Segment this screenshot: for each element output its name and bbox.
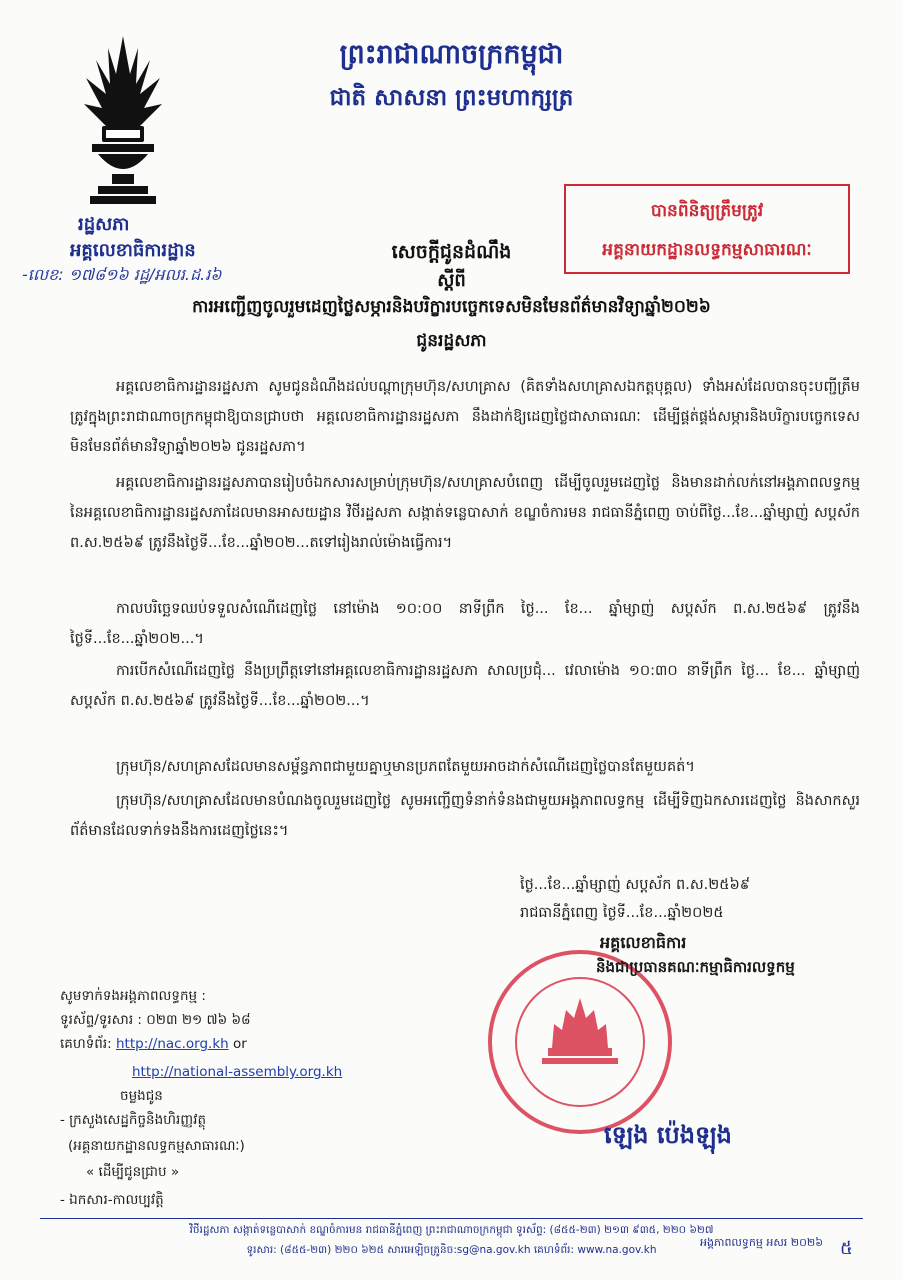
- paragraph-3: កាលបរិច្ឆេទឈប់ទទួលសំណើដេញថ្លៃ នៅម៉ោង ១០:០០ នាទីព្រឹក ថ្ងៃ... ខែ... ឆ្នាំម្សាញ់ សប្តស័ក ព.ស.២៥៦៩ ត្រូវនឹងថ្ងៃទី...ខែ...ឆ្នាំ២០២...។: [70, 601, 860, 647]
- contact-web: [60, 1032, 247, 1056]
- lunar-date: ថ្ងៃ...ខែ...ឆ្នាំម្សាញ់ សប្តស័ក ព.ស.២៥៦៩: [520, 877, 751, 893]
- stamp-line-1: បានពិនិត្យត្រឹមត្រូវ: [650, 201, 764, 221]
- paragraph-5: ក្រុមហ៊ុន/សហគ្រាសដែលមានសម្ព័ន្ធភាពជាមួយគ្នាឬមានប្រភពតែមួយអាចដាក់សំណើដេញថ្លៃបានតែមួយគត់។: [116, 759, 695, 775]
- cc-item-1: - ក្រសួងសេដ្ឋកិច្ចនិងហិរញ្ញវត្ថុ: [60, 1112, 207, 1128]
- signatory-role: និងជាប្រធានគណៈកម្មាធិការលទ្ធកម្ម: [596, 958, 795, 976]
- web-link-2-row: [132, 1060, 342, 1084]
- org-name: រដ្ឋសភា: [78, 214, 130, 235]
- notice-title: សេចក្តីជូនដំណឹង: [391, 241, 512, 263]
- signatory-name: ឡេង ប៉េងឡុង: [604, 1121, 732, 1149]
- cc-item-2: - ឯកសារ-កាលប្បវត្តិ: [60, 1192, 164, 1208]
- notice-recipient: ជូនរដ្ឋសភា: [416, 331, 487, 351]
- kingdom-heading: ព្រះរាជាណាចក្រកម្ពុជា: [339, 39, 564, 70]
- paragraph-2: អគ្គលេខាធិការដ្ឋានរដ្ឋសភាបានរៀបចំឯកសារសម្រាប់ក្រុមហ៊ុន/សហគ្រាសបំពេញ ដើម្បីចូលរួមដេញថ្លៃ និងមានដាក់លក់នៅអង្គភាពលទ្ធកម្មនៃអគ្គលេខាធិការដ្ឋានរដ្ឋសភាដែលមានអាសយដ្ឋាន វិថីរដ្ឋសភា សង្កាត់ទន្លេបាសាក់ ខណ្ឌចំការមន រាជធានីភ្នំពេញ ចាប់ពីថ្ងៃ...ខែ...ឆ្នាំម្សាញ់ សប្តស័ក ព.ស.២៥៦៩ ត្រូវនឹងថ្ងៃទី...ខែ...ឆ្នាំ២០២...តទៅរៀងរាល់ម៉ោងធ្វើការ។: [70, 475, 860, 551]
- notice-about: ស្តីពី: [437, 270, 466, 291]
- national-motto: ជាតិ សាសនា ព្រះមហាក្សត្រ: [329, 85, 574, 111]
- footer-address: វិថីរដ្ឋសភា សង្កាត់ទន្លេបាសាក់ ខណ្ឌចំការមន រាជធានីភ្នំពេញ ព្រះរាជាណាចក្រកម្ពុជា ទូរស័ព្ទ: (៨៥៥-២៣) ២១៣ ៩៣៥, ២២០ ៦២៧: [189, 1224, 714, 1236]
- page-mark: ៥: [840, 1238, 853, 1259]
- cc-heading: ចម្លងជូន: [120, 1088, 163, 1104]
- cc-item-1-purpose: « ដើម្បីជូនជ្រាប »: [86, 1164, 180, 1180]
- contact-heading: សូមទាក់ទងអង្គភាពលទ្ធកម្ម :: [60, 988, 206, 1004]
- web-or: or: [233, 1036, 247, 1052]
- stamp-line-2: អគ្គនាយកដ្ឋានលទ្ធកម្មសាធារណៈ: [602, 240, 812, 260]
- paragraph-4: ការបើកសំណើដេញថ្លៃ នឹងប្រព្រឹត្តទៅនៅអគ្គលេខាធិការដ្ឋានរដ្ឋសភា សាលប្រជុំ... វេលាម៉ោង ១០:៣០ នាទីព្រឹក ថ្ងៃ... ខែ... ឆ្នាំម្សាញ់ សប្តស័ក ព.ស.២៥៦៩ ត្រូវនឹងថ្ងៃទី...ខែ...ឆ្នាំ២០២...។: [70, 663, 860, 709]
- web-label: គេហទំព័រ:: [60, 1036, 112, 1052]
- footer-contact: ទូរសារ: (៨៥៥-២៣) ២២០ ៦២៥ សារអេឡិចត្រូនិច:sg@na.gov.kh គេហទំព័រ: www.na.gov.kh: [246, 1244, 657, 1256]
- reference-number: -លេខ: ១៧៨១៦ រដ្ឋ/អលរ.ដ.រ៦: [22, 265, 222, 284]
- paragraph-1: អគ្គលេខាធិការដ្ឋានរដ្ឋសភា សូមជូនដំណឹងដល់បណ្តាក្រុមហ៊ុន/សហគ្រាស (គិតទាំងសហគ្រាសឯកត្តបុគ្គល) ទាំងអស់ដែលបានចុះបញ្ជីត្រឹមត្រូវក្នុងព្រះរាជាណាចក្រកម្ពុជាឱ្យបានជ្រាបថា អគ្គលេខាធិការដ្ឋានរដ្ឋសភា នឹងដាក់ឱ្យដេញថ្លៃជាសាធារណៈ ដើម្បីផ្គត់ផ្គង់សម្ភារនិងបរិក្ខារបច្ចេកទេសមិនមែនព័ត៌មានវិទ្យាឆ្នាំ២០២៦ ជូនរដ្ឋសភា។: [70, 379, 860, 455]
- footer-divider: [40, 1218, 863, 1219]
- web-link-2[interactable]: http://national-assembly.org.kh: [132, 1064, 343, 1080]
- org-department: អគ្គលេខាធិការដ្ឋាន: [70, 240, 196, 261]
- solar-date: រាជធានីភ្នំពេញ ថ្ងៃទី...ខែ...ឆ្នាំ២០២៥: [520, 905, 724, 921]
- notice-subject: ការអញ្ជើញចូលរួមដេញថ្លៃសម្ភារនិងបរិក្ខារបច្ចេកទេសមិនមែនព័ត៌មានវិទ្យាឆ្នាំ២០២៦: [192, 297, 711, 317]
- paragraph-6: ក្រុមហ៊ុន/សហគ្រាសដែលមានបំណងចូលរួមដេញថ្លៃ សូមអញ្ជើញទំនាក់ទំនងជាមួយអង្គភាពលទ្ធកម្ម ដើម្បីទិញឯកសារដេញថ្លៃ និងសាកសួរព័ត៌មានដែលទាក់ទងនឹងការដេញថ្លៃនេះ។: [70, 793, 860, 839]
- cc-item-1-note: (អគ្គនាយកដ្ឋានលទ្ធកម្មសាធារណៈ): [68, 1138, 245, 1154]
- contact-phone: ទូរស័ព្ទ/ទូរសារ : ០២៣ ២១ ៧៦ ៦៨: [60, 1012, 251, 1028]
- signatory-title: អគ្គលេខាធិការ: [600, 933, 687, 952]
- footer-unit-label: អង្គភាពលទ្ធកម្ម អសរ ២០២៦: [700, 1236, 824, 1249]
- web-link-1[interactable]: http://nac.org.kh: [115, 1036, 229, 1052]
